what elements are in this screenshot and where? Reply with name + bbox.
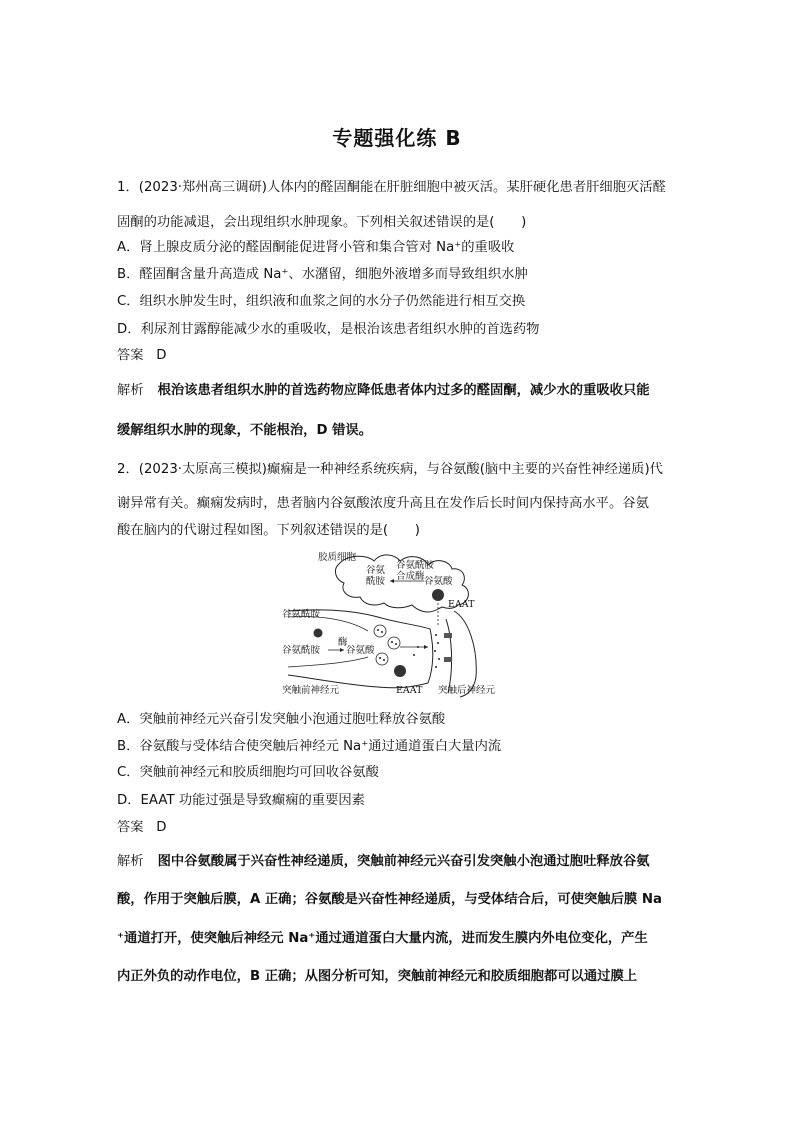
label-glu-glial-1: 谷氨: [366, 565, 386, 576]
cleft-dot: [435, 634, 437, 636]
q2-option-d: D．EAAT 功能过强是导致癫痫的重要因素: [117, 793, 365, 808]
label-eaat-top: EAAT: [448, 599, 475, 610]
label-glutamate-inner: 谷氨酸: [346, 645, 375, 656]
dot: [377, 629, 379, 631]
release-arrowhead: [424, 645, 428, 649]
q2-answer: [117, 820, 167, 836]
dot: [391, 641, 393, 643]
q1-stem-line-2: 固酮的功能减退，会出现组织水肿现象。下列相关叙述错误的是( ): [117, 215, 527, 230]
q1-analysis-line-1: [117, 383, 650, 399]
label-glial-cell: 胶质细胞: [318, 552, 357, 563]
presynaptic-inner-lines: [288, 617, 368, 667]
page-title: 专题强化练 B: [332, 126, 462, 150]
label-glu-glial-2: 酰胺: [366, 576, 386, 587]
cleft-dot: [438, 658, 440, 660]
q1-analysis-text-1: 根治该患者组织水肿的首选药物应降低患者体内过多的醛固酮，减少水的重吸收只能: [157, 383, 650, 398]
eaat-bottom-transporter: [394, 665, 406, 677]
label-glutamine-synthetase-2: 合成酶: [396, 571, 425, 582]
dot: [381, 631, 383, 633]
q1-option-c: C．组织水肿发生时，组织液和血浆之间的水分子仍然能进行相互交换: [117, 294, 526, 309]
q2-analysis-label: 解析: [117, 854, 144, 869]
dot: [379, 657, 381, 659]
q2-option-a: A．突触前神经元兴奋引发突触小泡通过胞吐释放谷氨酸: [117, 712, 446, 727]
q1-analysis-line-2: 缓解组织水肿的现象，不能根治，D 错误。: [117, 423, 373, 438]
label-postsynaptic: 突触后神经元: [438, 685, 496, 696]
label-enzyme: 酶: [338, 637, 348, 648]
q2-analysis-text-1: 图中谷氨酸属于兴奋性神经递质，突触前神经元兴奋引发突触小泡通过胞吐释放谷氨: [157, 854, 650, 869]
q1-answer-value: D: [156, 348, 167, 363]
label-glutamine-synthetase-1: 谷氨酰胺: [396, 560, 435, 571]
label-glutamate-top: 谷氨酸: [424, 576, 453, 587]
q2-stem-line-3: 酸在脑内的代谢过程如图。下列叙述错误的是( ): [117, 523, 420, 538]
q2-analysis-line-3: ⁺通道打开，使突触后神经元 Na⁺通过通道蛋白大量内流，进而发生膜内外电位变化，产生: [117, 931, 648, 946]
label-eaat-bottom: EAAT: [396, 685, 423, 696]
q2-option-c: C．突触前神经元和胶质细胞均可回收谷氨酸: [117, 765, 379, 780]
q2-stem-line-2: 谢异常有关。癫痫发病时，患者脑内谷氨酸浓度升高且在发作后长时间内保持高水平。谷氨: [117, 496, 649, 511]
label-glutamine-inner: 谷氨酰胺: [282, 645, 321, 656]
vesicle-2: [388, 637, 400, 649]
q1-answer: [117, 348, 167, 364]
q2-analysis-line-4: 内正外负的动作电位，B 正确；从图分析可知，突触前神经元和胶质细胞都可以通过膜上: [117, 969, 638, 984]
q2-analysis-line-2: 酸，作用于突触后膜，A 正确；谷氨酸是兴奋性神经递质，与受体结合后，可使突触后膜 Na: [117, 892, 662, 907]
label-presynaptic: 突触前神经元: [282, 685, 340, 696]
q1-option-d: D．利尿剂甘露醇能减少水的重吸收，是根治该患者组织水肿的首选药物: [117, 322, 540, 337]
q2-answer-label: 答案: [117, 820, 144, 835]
vesicle-3: [376, 653, 388, 665]
eaat-top-transporter: [432, 589, 444, 601]
label-glutamine-left: 谷氨酰胺: [282, 609, 321, 620]
dot: [383, 659, 385, 661]
q1-option-b: B．醛固酮含量升高造成 Na⁺、水潴留，细胞外液增多而导致组织水肿: [117, 267, 528, 282]
enzyme-arrowhead: [340, 648, 344, 652]
presynaptic-transporter: [314, 629, 323, 638]
q1-option-a: A．肾上腺皮质分泌的醛固酮能促进肾小管和集合管对 Na⁺的重吸收: [117, 240, 515, 255]
q2-stem-line-1: 2．(2023·太原高三模拟)癫痫是一种神经系统疾病，与谷氨酸(脑中主要的兴奋性神经递质)代: [117, 462, 663, 477]
cleft-dot: [434, 650, 436, 652]
q1-analysis-label: 解析: [117, 383, 144, 398]
q1-stem-line-1: 1．(2023·郑州高三调研)人体内的醛固酮能在肝脏细胞中被灭活。某肝硬化患者肝细胞灭活醛: [117, 180, 666, 195]
glial-arrowhead: [390, 579, 394, 583]
q2-option-b: B．谷氨酸与受体结合使突触后神经元 Na⁺通过通道蛋白大量内流: [117, 739, 502, 754]
receptor-2: [444, 657, 452, 662]
dot: [395, 643, 397, 645]
vesicle-1: [374, 625, 386, 637]
cleft-dot: [435, 666, 437, 668]
q1-answer-label: 答案: [117, 348, 144, 363]
q2-analysis-line-1: [117, 854, 650, 870]
receptor-1: [444, 633, 452, 638]
cleft-dot: [413, 654, 415, 656]
q2-answer-value: D: [156, 820, 167, 835]
cleft-dot: [437, 642, 439, 644]
synapse-diagram: [278, 547, 518, 703]
